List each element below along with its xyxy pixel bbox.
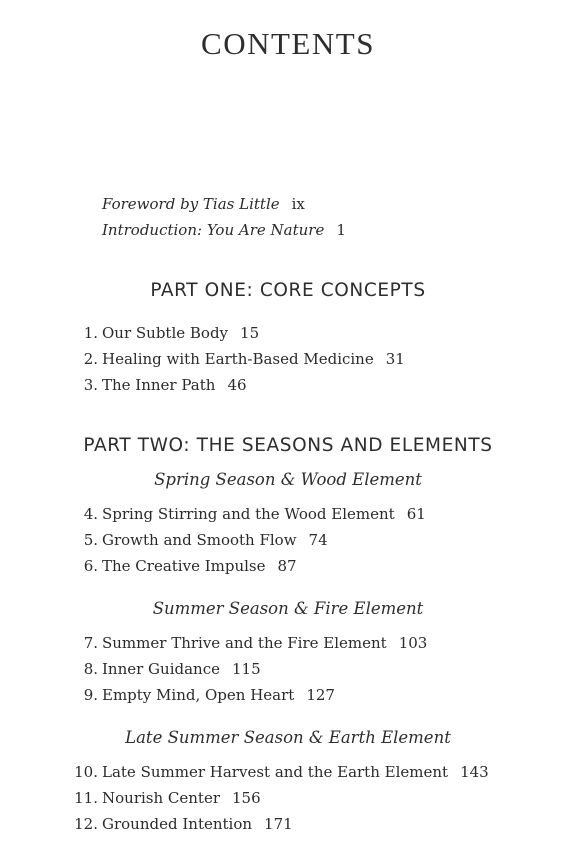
- chapter-number: 12.: [74, 815, 98, 833]
- chapter-number: 4.: [83, 505, 98, 523]
- chapter-title: Nourish Center: [102, 789, 221, 807]
- chapter-number: 8.: [83, 660, 98, 678]
- chapter-page: 15: [240, 324, 260, 342]
- section-heading: Spring Season & Wood Element: [154, 470, 422, 489]
- chapter-page: 87: [277, 557, 297, 575]
- chapter-number: 11.: [74, 789, 98, 807]
- chapter-number: 9.: [83, 686, 98, 704]
- chapter-title: Late Summer Harvest and the Earth Element: [102, 763, 449, 781]
- front-matter-entry[interactable]: [102, 195, 305, 213]
- chapter-page: 46: [227, 376, 247, 394]
- chapter-title: Our Subtle Body: [102, 324, 229, 342]
- chapter-title: The Inner Path: [102, 376, 216, 394]
- entry-page: ix: [291, 195, 305, 213]
- chapter-title: Growth and Smooth Flow: [102, 531, 297, 549]
- chapter-page: 74: [308, 531, 328, 549]
- chapter-page: 156: [232, 789, 261, 807]
- chapter-page: 115: [232, 660, 261, 678]
- chapter-page: 61: [406, 505, 426, 523]
- entry-title: Foreword by Tias Little: [102, 195, 280, 213]
- front-matter-entry[interactable]: [102, 221, 346, 239]
- chapter-title: Spring Stirring and the Wood Element: [102, 505, 395, 523]
- chapter-number: 7.: [83, 634, 98, 652]
- chapter-title: Empty Mind, Open Heart: [102, 686, 295, 704]
- section-heading: Late Summer Season & Earth Element: [125, 728, 451, 747]
- chapter-number: 6.: [83, 557, 98, 575]
- chapter-title: Grounded Intention: [102, 815, 253, 833]
- chapter-title: Healing with Earth-Based Medicine: [102, 350, 374, 368]
- chapter-page: 171: [264, 815, 293, 833]
- chapter-page: 103: [398, 634, 428, 652]
- chapter-title: Summer Thrive and the Fire Element: [102, 634, 387, 652]
- entry-title: Introduction: You Are Nature: [102, 221, 325, 239]
- chapter-page: 31: [385, 350, 405, 368]
- part-heading: PART TWO: THE SEASONS AND ELEMENTS: [83, 435, 493, 456]
- chapter-page: 143: [460, 763, 489, 781]
- chapter-title: The Creative Impulse: [102, 557, 266, 575]
- chapter-number: 3.: [83, 376, 98, 394]
- chapter-number: 2.: [83, 350, 98, 368]
- chapter-page: 127: [306, 686, 335, 704]
- entry-page: 1: [336, 221, 346, 239]
- section-heading: Summer Season & Fire Element: [152, 599, 424, 618]
- chapter-number: 10.: [74, 763, 98, 781]
- chapter-number: 1.: [83, 324, 98, 342]
- part-heading: PART ONE: CORE CONCEPTS: [150, 280, 426, 301]
- chapter-number: 5.: [83, 531, 98, 549]
- page-title: CONTENTS: [201, 26, 375, 61]
- chapter-title: Inner Guidance: [102, 660, 220, 678]
